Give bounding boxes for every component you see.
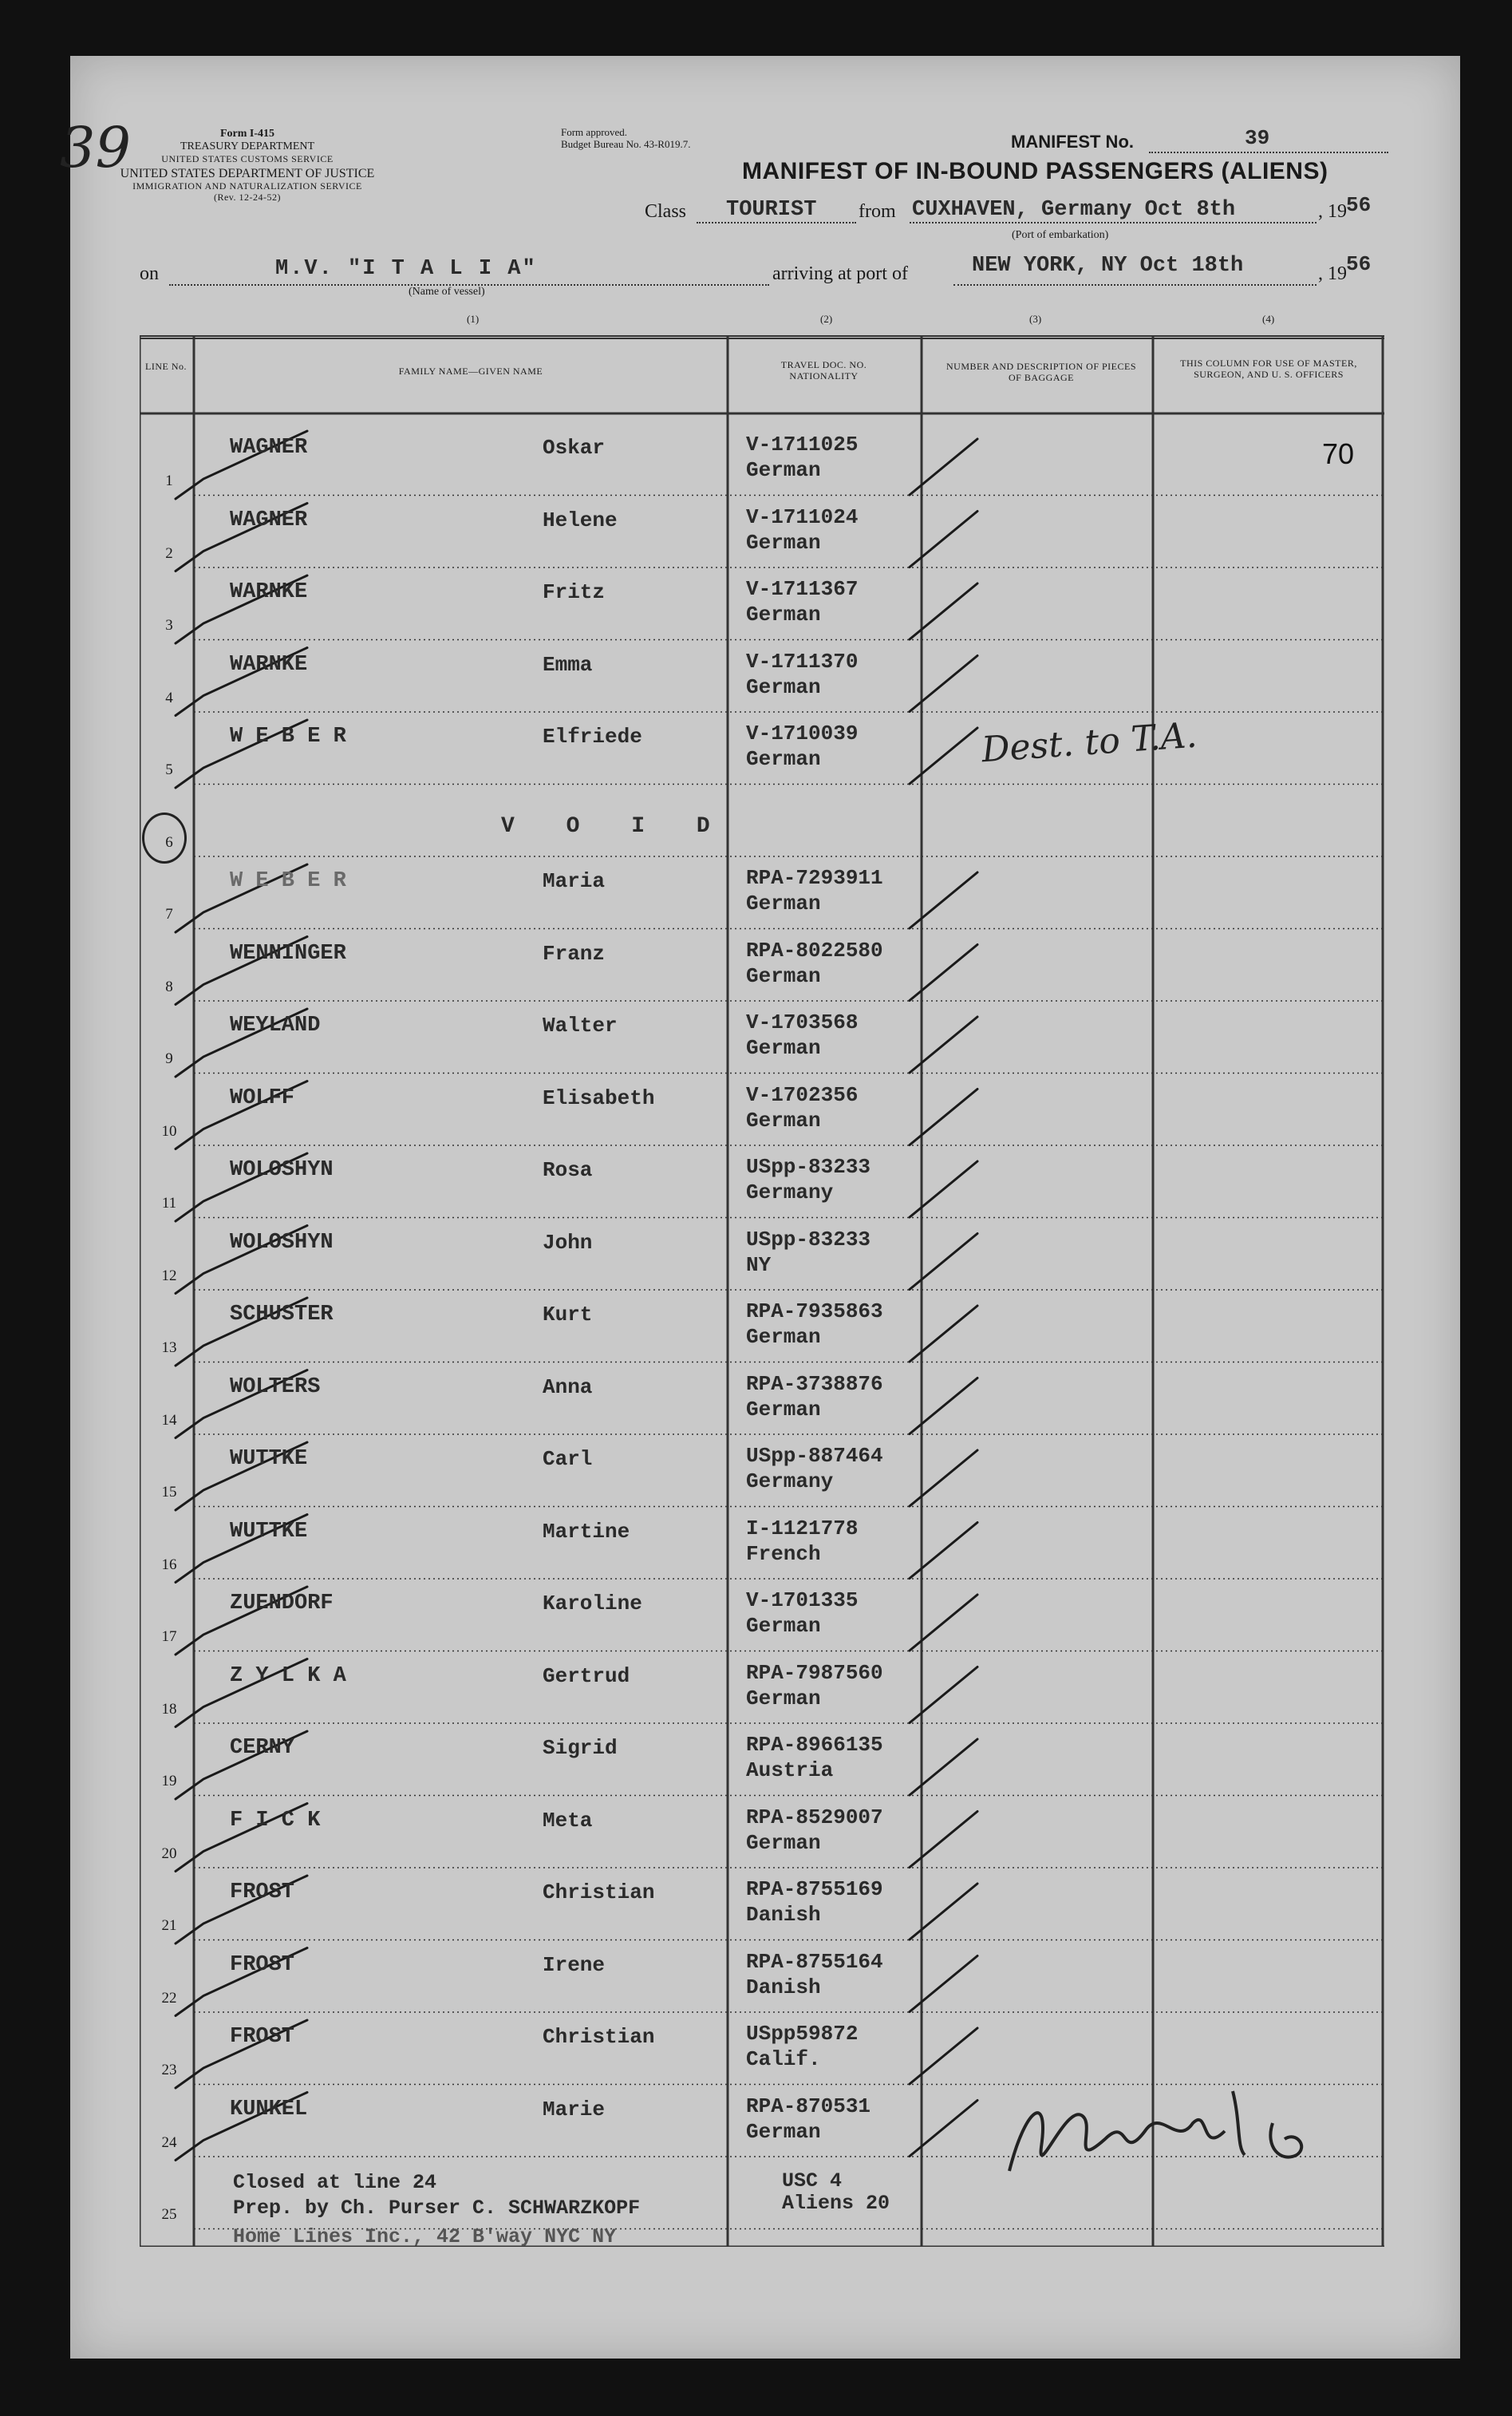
form-revision: (Rev. 12-24-52) — [213, 192, 282, 203]
given-name: Carl — [543, 1447, 593, 1471]
nationality: Calif. — [746, 2047, 821, 2071]
travel-doc-number: RPA-8529007 — [746, 1805, 883, 1829]
nationality: French — [746, 1541, 821, 1566]
travel-doc-number: USpp-83233 — [746, 1227, 871, 1251]
travel-doc-number: RPA-8755169 — [746, 1877, 883, 1901]
travel-doc-number: RPA-8966135 — [746, 1733, 883, 1757]
header-travel-doc: TRAVEL DOC. NO. NATIONALITY — [780, 359, 867, 382]
family-name: WAGNER — [230, 436, 308, 460]
nationality: German — [746, 963, 821, 988]
line-number: 6 — [165, 833, 173, 851]
from-label: from — [859, 201, 896, 222]
family-name: WOLOSHYN — [230, 1158, 334, 1182]
family-name: FROST — [230, 1952, 295, 1977]
header-line-no: LINE No. — [145, 361, 187, 372]
column-number-4: (4) — [1262, 313, 1275, 325]
family-name: WUTTKE — [230, 1519, 308, 1544]
justice-dept: UNITED STATES DEPARTMENT OF JUSTICE — [120, 167, 375, 180]
given-name: Martine — [543, 1519, 630, 1544]
line-number: 25 — [161, 2206, 177, 2223]
line-number: 5 — [165, 761, 173, 778]
family-name: WOLFF — [230, 1085, 295, 1110]
family-name: WAGNER — [230, 508, 308, 532]
travel-doc-number: USpp59872 — [746, 2022, 859, 2046]
travel-doc-number: V-1711025 — [746, 433, 859, 457]
given-name: Anna — [543, 1374, 593, 1399]
embarkation-value: CUXHAVEN, Germany Oct 8th — [912, 198, 1236, 222]
given-name: Irene — [543, 1952, 606, 1977]
header-name: FAMILY NAME—GIVEN NAME — [398, 366, 543, 377]
line-number: 15 — [161, 1484, 177, 1501]
nationality: German — [746, 1325, 821, 1349]
family-name: SCHUSTER — [230, 1303, 334, 1327]
footer-company: Home Lines Inc., 42 B'way NYC NY — [233, 2225, 617, 2248]
nationality: NY — [746, 1252, 772, 1277]
travel-doc-number: V-1711367 — [746, 577, 859, 601]
family-name: WUTTKE — [230, 1447, 308, 1471]
line-number: 11 — [161, 1195, 177, 1212]
family-name: CERNY — [230, 1736, 295, 1760]
line-number: 21 — [161, 1917, 177, 1934]
family-name: WENNINGER — [230, 941, 346, 966]
nationality: German — [746, 1108, 821, 1133]
travel-doc-number: V-1702356 — [746, 1082, 859, 1107]
nationality: German — [746, 674, 821, 699]
nationality: German — [746, 2119, 821, 2144]
baggage-handwritten-note: Dest. to T.A. — [980, 714, 1198, 771]
line-number: 14 — [161, 1411, 177, 1429]
footer-aliens: Aliens 20 — [782, 2192, 890, 2215]
column-number-2: (2) — [820, 313, 833, 325]
vessel-caption: (Name of vessel) — [409, 286, 485, 298]
given-name: Marie — [543, 2097, 606, 2121]
budget-bureau-no: Budget Bureau No. 43-R019.7. — [561, 138, 691, 150]
travel-doc-number: V-1710039 — [746, 722, 859, 745]
given-name: Maria — [543, 869, 606, 893]
line-number: 3 — [165, 617, 173, 634]
travel-doc-number: I-1121778 — [746, 1516, 859, 1540]
line-number: 10 — [161, 1122, 177, 1140]
footer-usc: USC 4 — [782, 2169, 843, 2193]
line-number: 9 — [165, 1050, 173, 1067]
nationality: German — [746, 1830, 821, 1855]
year-prefix-2: , 19 — [1318, 263, 1347, 284]
nationality: German — [746, 892, 821, 915]
given-name: Franz — [543, 941, 606, 966]
column-number-3: (3) — [1029, 313, 1042, 325]
year-prefix-1: , 19 — [1318, 201, 1347, 222]
family-name: F I C K — [230, 1808, 321, 1833]
immigration-service: IMMIGRATION AND NATURALIZATION SERVICE — [132, 180, 362, 192]
travel-doc-number: V-1703568 — [746, 1010, 859, 1034]
year-value-2: 56 — [1346, 252, 1372, 276]
given-name: Helene — [543, 508, 618, 532]
total-annotation: 70 — [1322, 437, 1355, 470]
family-name: Z Y L K A — [230, 1663, 346, 1688]
family-name: ZUENDORF — [230, 1592, 334, 1615]
nationality: Austria — [746, 1758, 834, 1782]
nationality: German — [746, 1036, 821, 1060]
given-name: Rosa — [543, 1158, 593, 1182]
column-number-1: (1) — [467, 313, 480, 325]
line-number: 16 — [161, 1556, 177, 1573]
travel-doc-number: V-1711024 — [746, 504, 859, 529]
customs-service: UNITED STATES CUSTOMS SERVICE — [161, 153, 334, 164]
travel-doc-number: RPA-7935863 — [746, 1299, 883, 1323]
form-approved-text: Form approved. — [561, 126, 628, 138]
given-name: Karoline — [543, 1592, 642, 1615]
manifest-no-value: 39 — [1245, 126, 1270, 150]
nationality: Danish — [746, 1975, 821, 1999]
port-embarkation-caption: (Port of embarkation) — [1012, 229, 1109, 241]
given-name: Christian — [543, 1880, 655, 1904]
line-number: 20 — [161, 1845, 177, 1862]
family-name: W E B E R — [230, 869, 346, 893]
nationality: German — [746, 1614, 821, 1638]
nationality: German — [746, 747, 821, 771]
nationality: Germany — [746, 1180, 834, 1204]
given-name: Sigrid — [543, 1736, 618, 1760]
travel-doc-number: RPA-8755164 — [746, 1949, 883, 1974]
travel-doc-number: USpp-83233 — [746, 1155, 871, 1179]
nationality: German — [746, 530, 821, 555]
line-number: 18 — [161, 1700, 177, 1718]
manifest-no-label: MANIFEST No. — [1011, 132, 1134, 152]
given-name: Christian — [543, 2025, 655, 2049]
treasury-dept: TREASURY DEPARTMENT — [180, 140, 315, 152]
family-name: WARNKE — [230, 652, 308, 677]
given-name: Elfriede — [543, 725, 642, 749]
nationality: German — [746, 603, 821, 627]
line-number: 1 — [165, 473, 173, 489]
nationality: Danish — [746, 1903, 821, 1927]
line-number: 12 — [161, 1267, 177, 1284]
line-number: 13 — [161, 1339, 177, 1356]
nationality: German — [746, 1397, 821, 1422]
travel-doc-number: V-1711370 — [746, 649, 859, 674]
given-name: Emma — [543, 652, 593, 677]
travel-doc-number: V-1701335 — [746, 1588, 859, 1612]
arriving-label: arriving at port of — [772, 263, 908, 284]
family-name: WEYLAND — [230, 1014, 321, 1038]
line-number: 23 — [161, 2062, 177, 2078]
given-name: Gertrud — [543, 1663, 630, 1688]
class-value: TOURIST — [726, 198, 817, 222]
nationality: German — [746, 458, 821, 482]
given-name: Walter — [543, 1014, 618, 1038]
given-name: Fritz — [543, 580, 606, 604]
nationality: Germany — [746, 1469, 834, 1493]
family-name: WOLTERS — [230, 1374, 321, 1399]
line-number: 7 — [165, 906, 173, 923]
line-number: 8 — [165, 978, 173, 995]
manifest-title: MANIFEST OF IN-BOUND PASSENGERS (ALIENS) — [742, 158, 1328, 184]
given-name: Oskar — [543, 436, 606, 460]
family-name: WARNKE — [230, 580, 308, 604]
line-number: 17 — [161, 1628, 177, 1645]
vessel-name: M.V. "I T A L I A" — [275, 257, 537, 281]
header-baggage: NUMBER AND DESCRIPTION OF PIECES OF BAGGAGE — [945, 361, 1137, 383]
line-number: 22 — [161, 1989, 177, 2007]
year-value-1: 56 — [1346, 193, 1372, 217]
family-name: FROST — [230, 2025, 295, 2049]
family-name: KUNKEL — [230, 2097, 308, 2121]
family-name: W E B E R — [230, 725, 346, 749]
travel-doc-number: RPA-870531 — [746, 2094, 871, 2118]
travel-doc-number: RPA-8022580 — [746, 938, 883, 963]
form-number: Form I-415 — [219, 128, 275, 140]
given-name: John — [543, 1230, 593, 1255]
line-6-circle — [142, 813, 187, 864]
nationality: German — [746, 1686, 821, 1710]
on-label: on — [140, 263, 159, 284]
header-officers-column: THIS COLUMN FOR USE OF MASTER, SURGEON, AND U. S. OFFICERS — [1180, 358, 1357, 380]
travel-doc-number: RPA-7293911 — [746, 866, 883, 890]
line-number: 4 — [165, 689, 173, 706]
form-identifier-block — [120, 128, 375, 203]
page-number: 39 — [60, 115, 132, 180]
family-name: FROST — [230, 1880, 295, 1904]
void-label: V O I D — [501, 814, 729, 839]
class-label: Class — [645, 201, 687, 222]
given-name: Elisabeth — [543, 1085, 655, 1110]
travel-doc-number: RPA-7987560 — [746, 1660, 883, 1685]
given-name: Meta — [543, 1808, 593, 1833]
family-name: WOLOSHYN — [230, 1230, 334, 1255]
officer-signature — [993, 2059, 1336, 2195]
arrival-port-value: NEW YORK, NY Oct 18th — [972, 254, 1244, 278]
form-approved — [561, 126, 690, 150]
footer-closed: Closed at line 24 — [233, 2171, 437, 2194]
travel-doc-number: USpp-887464 — [746, 1444, 883, 1468]
footer-prepared-by: Prep. by Ch. Purser C. SCHWARZKOPF — [233, 2197, 641, 2220]
given-name: Kurt — [543, 1303, 593, 1327]
line-number: 24 — [161, 2133, 177, 2151]
line-number: 2 — [165, 544, 173, 562]
travel-doc-number: RPA-3738876 — [746, 1371, 883, 1396]
line-number: 19 — [161, 1773, 177, 1789]
